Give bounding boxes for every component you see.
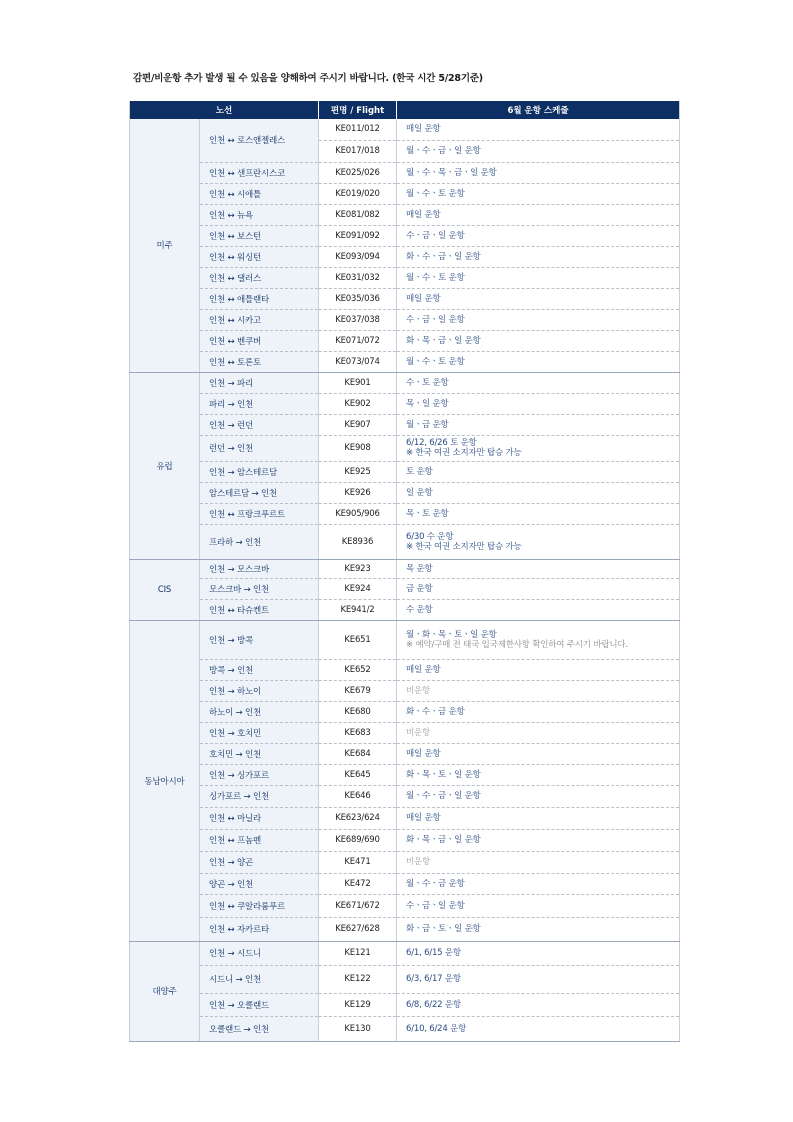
schedule-text: 월ㆍ수ㆍ금 운항	[406, 878, 465, 889]
schedule-note: ※ 한국 여권 소지자만 탑승 가능	[406, 448, 522, 458]
flight-number: KE908	[319, 435, 397, 461]
schedule-cell	[397, 993, 680, 1016]
route-name: 인천 → 양곤	[200, 851, 319, 873]
route-name: 인천 ↔ 프놈펜	[200, 829, 319, 851]
flight-number: KE684	[319, 743, 397, 764]
route-name: 인천 → 싱가포르	[200, 764, 319, 785]
schedule-body	[130, 119, 680, 1041]
table-row	[130, 993, 680, 1016]
schedule-cell	[397, 659, 680, 680]
flight-number: KE037/038	[319, 309, 397, 330]
table-row	[130, 599, 680, 620]
schedule-text: 화ㆍ목ㆍ금ㆍ일 운항	[406, 835, 481, 845]
schedule-text: 월ㆍ수ㆍ금ㆍ일 운항	[406, 146, 481, 156]
schedule-text: 매일 운항	[406, 124, 441, 135]
flight-number: KE651	[319, 620, 397, 659]
schedule-text: 금 운항	[406, 583, 433, 594]
route-name: 런던 → 인천	[200, 435, 319, 461]
table-row	[130, 785, 680, 807]
schedule-text: 월ㆍ수ㆍ토 운항	[406, 356, 465, 367]
route-name: 인천 ↔ 프랑크푸르트	[200, 503, 319, 524]
flight-number: KE645	[319, 764, 397, 785]
table-row	[130, 851, 680, 873]
schedule-text: 수ㆍ토 운항	[406, 377, 449, 388]
flight-number: KE025/026	[319, 162, 397, 183]
table-row	[130, 1016, 680, 1041]
schedule-text: 비운항	[406, 857, 431, 867]
flight-number: KE031/032	[319, 267, 397, 288]
header-schedule: 6월 운항 스케줄	[397, 101, 680, 119]
table-row	[130, 503, 680, 524]
route-name: 인천 ↔ 타슈켄트	[200, 599, 319, 620]
header-route: 노선	[130, 101, 319, 119]
table-row	[130, 461, 680, 482]
schedule-text: 월ㆍ수ㆍ금ㆍ일 운항	[406, 791, 481, 801]
route-name: 프라하 → 인천	[200, 524, 319, 559]
schedule-cell	[397, 330, 680, 351]
schedule-cell	[397, 701, 680, 722]
route-name: 방콕 → 인천	[200, 659, 319, 680]
table-row	[130, 743, 680, 764]
route-name: 인천 ↔ 워싱턴	[200, 246, 319, 267]
schedule-text: 6/3, 6/17 운항	[406, 974, 461, 984]
route-name: 오클랜드 → 인천	[200, 1016, 319, 1041]
flight-number: KE680	[319, 701, 397, 722]
schedule-cell	[397, 620, 680, 659]
flight-number: KE071/072	[319, 330, 397, 351]
schedule-cell	[397, 873, 680, 894]
route-name: 인천 ↔ 시애틀	[200, 183, 319, 204]
schedule-note: ※ 예약/구매 전 태국 입국제한사항 확인하여 주시기 바랍니다.	[406, 639, 628, 650]
schedule-text: 토 운항	[406, 466, 433, 477]
flight-number: KE091/092	[319, 225, 397, 246]
flight-number: KE683	[319, 722, 397, 743]
schedule-text: 매일 운항	[406, 748, 441, 759]
flight-number: KE926	[319, 482, 397, 503]
table-row	[130, 917, 680, 941]
schedule-cell	[397, 503, 680, 524]
schedule-cell	[397, 414, 680, 435]
schedule-cell	[397, 225, 680, 246]
table-row	[130, 524, 680, 559]
flight-number: KE093/094	[319, 246, 397, 267]
route-name: 인천 → 오클랜드	[200, 993, 319, 1016]
schedule-cell	[397, 917, 680, 941]
schedule-cell	[397, 680, 680, 701]
schedule-cell	[397, 829, 680, 851]
schedule-cell	[397, 722, 680, 743]
flight-number: KE652	[319, 659, 397, 680]
schedule-cell	[397, 461, 680, 482]
schedule-text: 비운항	[406, 685, 431, 696]
schedule-text: 매일 운항	[406, 293, 441, 304]
route-name: 인천 → 모스크바	[200, 559, 319, 578]
schedule-text: 6/10, 6/24 운항	[406, 1023, 467, 1034]
table-row	[130, 620, 680, 659]
schedule-cell	[397, 435, 680, 461]
route-name: 인천 → 시드니	[200, 941, 319, 965]
table-row	[130, 435, 680, 461]
schedule-cell	[397, 183, 680, 204]
table-row	[130, 722, 680, 743]
table-row	[130, 764, 680, 785]
table-row	[130, 701, 680, 722]
table-row	[130, 372, 680, 393]
schedule-cell	[397, 764, 680, 785]
flight-number: KE471	[319, 851, 397, 873]
table-row	[130, 225, 680, 246]
flight-number: KE671/672	[319, 894, 397, 917]
schedule-cell	[397, 578, 680, 599]
table-row	[130, 965, 680, 993]
table-row	[130, 351, 680, 372]
schedule-cell	[397, 309, 680, 330]
schedule-cell	[397, 599, 680, 620]
route-name: 시드니 → 인천	[200, 965, 319, 993]
schedule-cell	[397, 372, 680, 393]
route-name: 싱가포르 → 인천	[200, 785, 319, 807]
table-row	[130, 941, 680, 965]
table-row	[130, 288, 680, 309]
region-name: 유럽	[130, 372, 200, 559]
schedule-text: 화ㆍ수ㆍ금ㆍ일 운항	[406, 251, 481, 262]
route-name: 인천 → 암스테르담	[200, 461, 319, 482]
schedule-cell	[397, 1016, 680, 1041]
route-name: 모스크바 → 인천	[200, 578, 319, 599]
route-name: 인천 ↔ 마닐라	[200, 807, 319, 829]
schedule-cell	[397, 743, 680, 764]
route-name: 인천 → 하노이	[200, 680, 319, 701]
route-name: 양곤 → 인천	[200, 873, 319, 894]
notice-text: 감편/비운항 추가 발생 될 수 있음을 양해하여 주시기 바랍니다. (한국 시간 5/28기준)	[133, 73, 483, 84]
route-name: 인천 ↔ 벤쿠버	[200, 330, 319, 351]
schedule-cell	[397, 941, 680, 965]
route-name: 인천 → 런던	[200, 414, 319, 435]
flight-number: KE679	[319, 680, 397, 701]
route-name: 인천 ↔ 애틀랜타	[200, 288, 319, 309]
flight-number: KE924	[319, 578, 397, 599]
schedule-cell	[397, 351, 680, 372]
route-name: 인천 ↔ 보스턴	[200, 225, 319, 246]
flight-number: KE646	[319, 785, 397, 807]
route-name: 인천 ↔ 댈러스	[200, 267, 319, 288]
schedule-text: 6/8, 6/22 운항	[406, 999, 461, 1010]
table-row	[130, 482, 680, 503]
flight-number: KE923	[319, 559, 397, 578]
route-name: 인천 ↔ 토론토	[200, 351, 319, 372]
region-name: CIS	[130, 559, 200, 620]
schedule-text: 매일 운항	[406, 209, 441, 220]
schedule-text: 매일 운항	[406, 813, 441, 823]
table-row	[130, 309, 680, 330]
schedule-text: 목 운항	[406, 563, 433, 574]
table-row	[130, 807, 680, 829]
schedule-cell	[397, 482, 680, 503]
schedule-text: 비운항	[406, 727, 431, 738]
table-row	[130, 873, 680, 894]
region-name: 미주	[130, 119, 200, 372]
flight-number: KE941/2	[319, 599, 397, 620]
schedule-cell	[397, 162, 680, 183]
route-name: 인천 → 호치민	[200, 722, 319, 743]
table-row	[130, 204, 680, 225]
flight-number: KE689/690	[319, 829, 397, 851]
schedule-text: 월ㆍ화ㆍ목ㆍ토ㆍ일 운항	[406, 629, 497, 640]
schedule-text: 6/12, 6/26 토 운항	[406, 438, 477, 448]
schedule-text: 목ㆍ일 운항	[406, 398, 449, 409]
table-row	[130, 894, 680, 917]
table-row	[130, 680, 680, 701]
table-row	[130, 829, 680, 851]
route-name: 인천 ↔ 뉴욕	[200, 204, 319, 225]
schedule-text: 월ㆍ수ㆍ토 운항	[406, 272, 465, 283]
flight-number: KE907	[319, 414, 397, 435]
route-name: 호치민 → 인천	[200, 743, 319, 764]
schedule-cell	[397, 204, 680, 225]
schedule-text: 월ㆍ수ㆍ토 운항	[406, 188, 465, 199]
region-name: 동남아시아	[130, 620, 200, 941]
flight-number: KE035/036	[319, 288, 397, 309]
schedule-cell	[397, 807, 680, 829]
schedule-text: 매일 운항	[406, 664, 441, 675]
flight-number: KE623/624	[319, 807, 397, 829]
route-name: 인천 ↔ 로스앤젤레스	[200, 119, 319, 162]
schedule-cell	[397, 785, 680, 807]
route-name: 인천 → 방콕	[200, 620, 319, 659]
table-row	[130, 330, 680, 351]
table-row	[130, 393, 680, 414]
flight-number: KE925	[319, 461, 397, 482]
flight-number: KE081/082	[319, 204, 397, 225]
schedule-text: 수ㆍ금ㆍ일 운항	[406, 314, 465, 325]
table-row	[130, 659, 680, 680]
table-header-row	[130, 101, 680, 119]
route-name: 암스테르담 → 인천	[200, 482, 319, 503]
schedule-text: 수ㆍ금ㆍ일 운항	[406, 230, 465, 241]
flight-number: KE8936	[319, 524, 397, 559]
schedule-cell	[397, 851, 680, 873]
table-row	[130, 414, 680, 435]
table-row	[130, 267, 680, 288]
table-row	[130, 559, 680, 578]
table-row	[130, 119, 680, 140]
flight-number: KE472	[319, 873, 397, 894]
schedule-text: 수 운항	[406, 604, 433, 615]
route-name: 인천 ↔ 자카르타	[200, 917, 319, 941]
schedule-text: 화ㆍ목ㆍ토ㆍ일 운항	[406, 769, 481, 780]
header-flight: 편명 / Flight	[319, 101, 397, 119]
schedule-cell	[397, 140, 680, 162]
route-name: 인천 ↔ 샌프란시스코	[200, 162, 319, 183]
table-row	[130, 183, 680, 204]
flight-number: KE627/628	[319, 917, 397, 941]
schedule-cell	[397, 393, 680, 414]
schedule-text: 월ㆍ수ㆍ목ㆍ금ㆍ일 운항	[406, 167, 497, 178]
schedule-cell	[397, 246, 680, 267]
schedule-text: 목ㆍ토 운항	[406, 508, 449, 519]
schedule-text: 일 운항	[406, 487, 433, 498]
schedule-cell	[397, 288, 680, 309]
route-name: 인천 ↔ 시카고	[200, 309, 319, 330]
route-name: 하노이 → 인천	[200, 701, 319, 722]
schedule-text: 화ㆍ금ㆍ토ㆍ일 운항	[406, 924, 481, 934]
schedule-text: 수ㆍ금ㆍ일 운항	[406, 900, 465, 911]
flight-number: KE121	[319, 941, 397, 965]
flight-number: KE130	[319, 1016, 397, 1041]
schedule-cell	[397, 524, 680, 559]
schedule-note: ※ 한국 여권 소지자만 탑승 가능	[406, 541, 522, 552]
flight-number: KE901	[319, 372, 397, 393]
flight-number: KE017/018	[319, 140, 397, 162]
schedule-cell	[397, 559, 680, 578]
flight-number: KE019/020	[319, 183, 397, 204]
schedule-text: 월ㆍ금 운항	[406, 419, 449, 430]
route-name: 파리 → 인천	[200, 393, 319, 414]
table-row	[130, 246, 680, 267]
route-name: 인천 ↔ 쿠알라룸푸르	[200, 894, 319, 917]
flight-number: KE902	[319, 393, 397, 414]
schedule-text: 6/30 수 운항	[406, 531, 454, 542]
schedule-cell	[397, 965, 680, 993]
table-row	[130, 578, 680, 599]
schedule-cell	[397, 894, 680, 917]
flight-number: KE122	[319, 965, 397, 993]
flight-number: KE073/074	[319, 351, 397, 372]
schedule-cell	[397, 267, 680, 288]
schedule-text: 화ㆍ수ㆍ금 운항	[406, 706, 465, 717]
flight-number: KE905/906	[319, 503, 397, 524]
flight-schedule-table	[129, 101, 680, 1042]
schedule-cell	[397, 119, 680, 140]
region-name: 대양주	[130, 941, 200, 1041]
table-row	[130, 162, 680, 183]
flight-number: KE129	[319, 993, 397, 1016]
schedule-text: 6/1, 6/15 운항	[406, 948, 461, 958]
schedule-text: 화ㆍ목ㆍ금ㆍ일 운항	[406, 335, 481, 346]
flight-number: KE011/012	[319, 119, 397, 140]
route-name: 인천 → 파리	[200, 372, 319, 393]
